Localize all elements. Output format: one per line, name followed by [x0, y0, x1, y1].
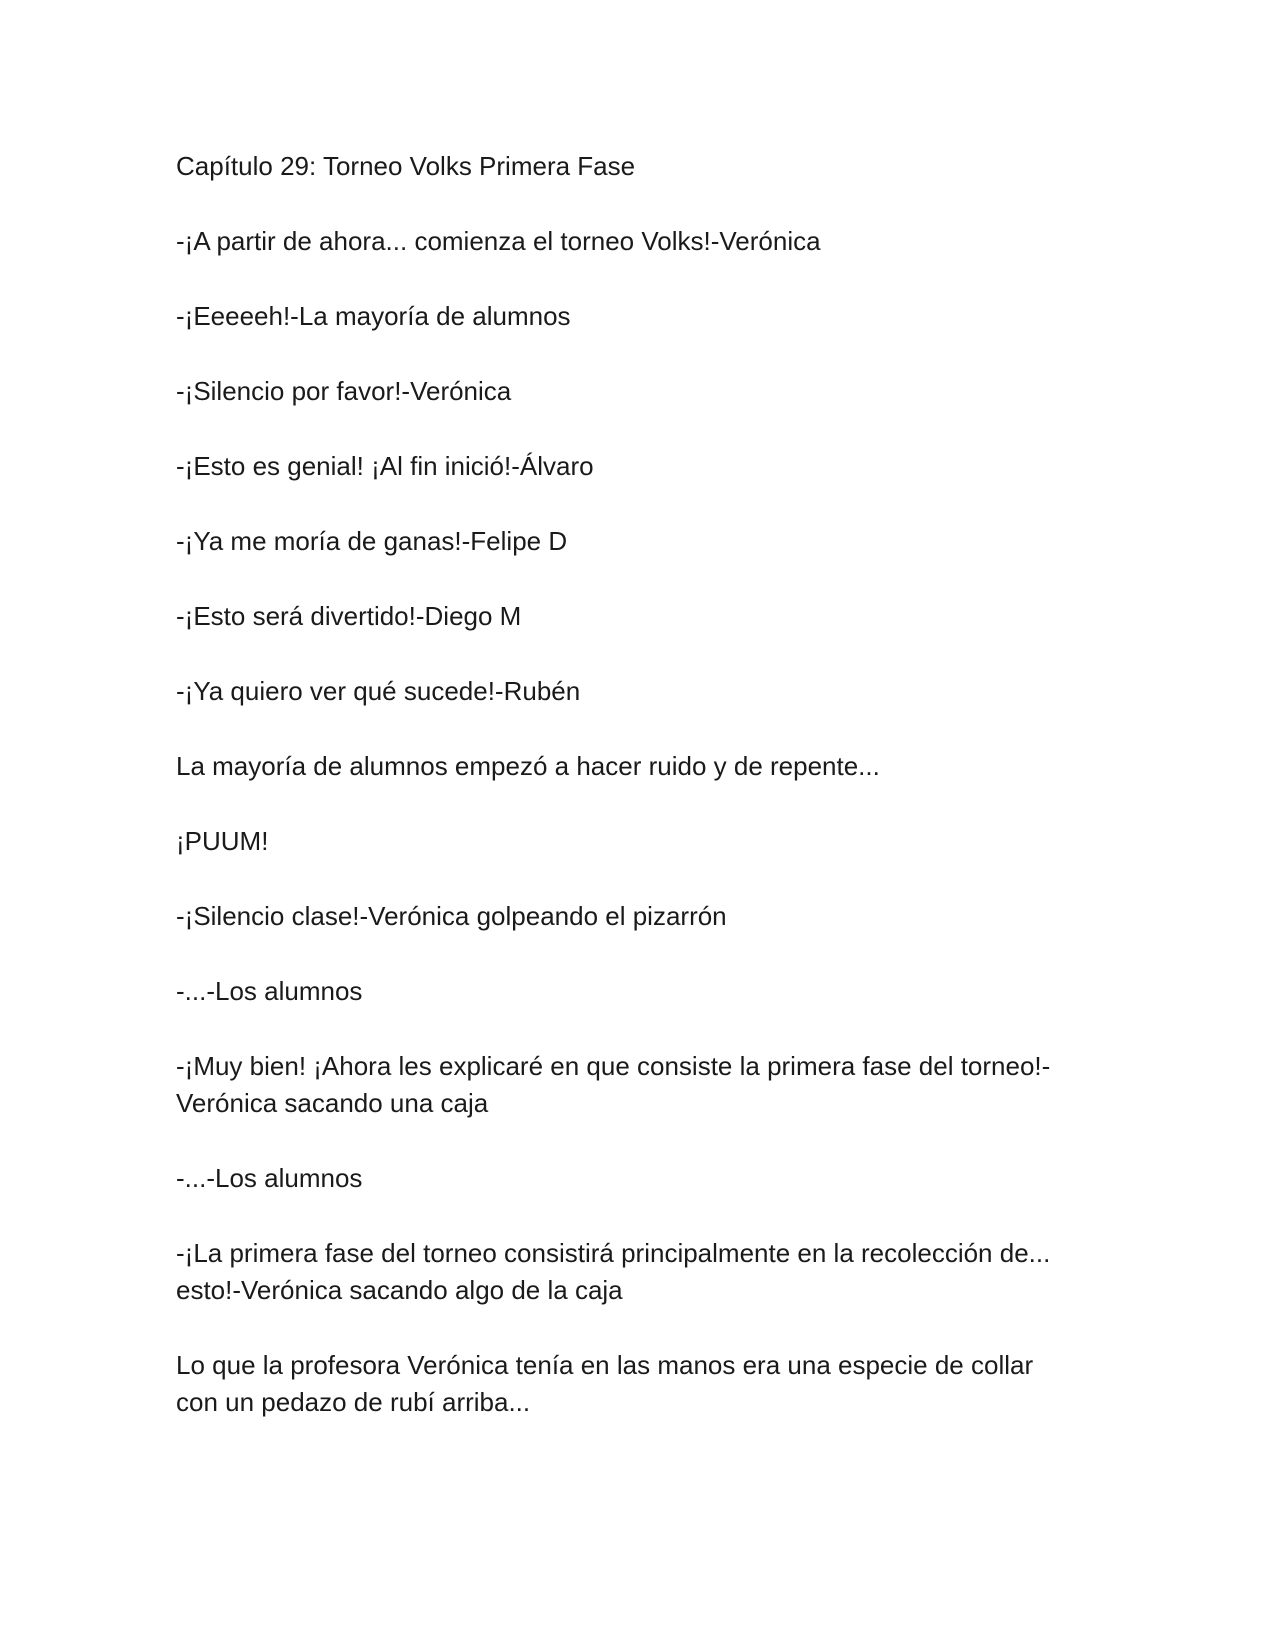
paragraph-3: -¡Silencio por favor!-Verónica [176, 376, 512, 406]
paragraph-8: La mayoría de alumnos empezó a hacer ruido y de repente... [176, 751, 880, 781]
paragraph-15: Lo que la profesora Verónica tenía en las manos era una especie de collar con un pedazo de rubí arriba... [176, 1350, 1034, 1417]
paragraph-1: -¡A partir de ahora... comienza el torneo Volks!-Verónica [176, 226, 821, 256]
paragraph-2: -¡Eeeeeh!-La mayoría de alumnos [176, 301, 571, 331]
paragraph-11: -...-Los alumnos [176, 976, 363, 1006]
paragraph-13: -...-Los alumnos [176, 1163, 363, 1193]
paragraph-4: -¡Esto es genial! ¡Al fin inició!-Álvaro [176, 451, 594, 481]
paragraph-14: -¡La primera fase del torneo consistirá principalmente en la recolección de... esto!-Verónica sacando algo de la caja [176, 1238, 1051, 1305]
paragraph-7: -¡Ya quiero ver qué sucede!-Rubén [176, 676, 581, 706]
paragraph-10: -¡Silencio clase!-Verónica golpeando el pizarrón [176, 901, 727, 931]
paragraph-6: -¡Esto será divertido!-Diego M [176, 601, 522, 631]
document-body [176, 148, 1076, 1459]
paragraph-5: -¡Ya me moría de ganas!-Felipe D [176, 526, 568, 556]
paragraph-12: -¡Muy bien! ¡Ahora les explicaré en que consiste la primera fase del torneo!-Verónica sacando una caja [176, 1051, 1051, 1118]
paragraph-9: ¡PUUM! [176, 826, 269, 856]
chapter-title: Capítulo 29: Torneo Volks Primera Fase [176, 151, 636, 181]
